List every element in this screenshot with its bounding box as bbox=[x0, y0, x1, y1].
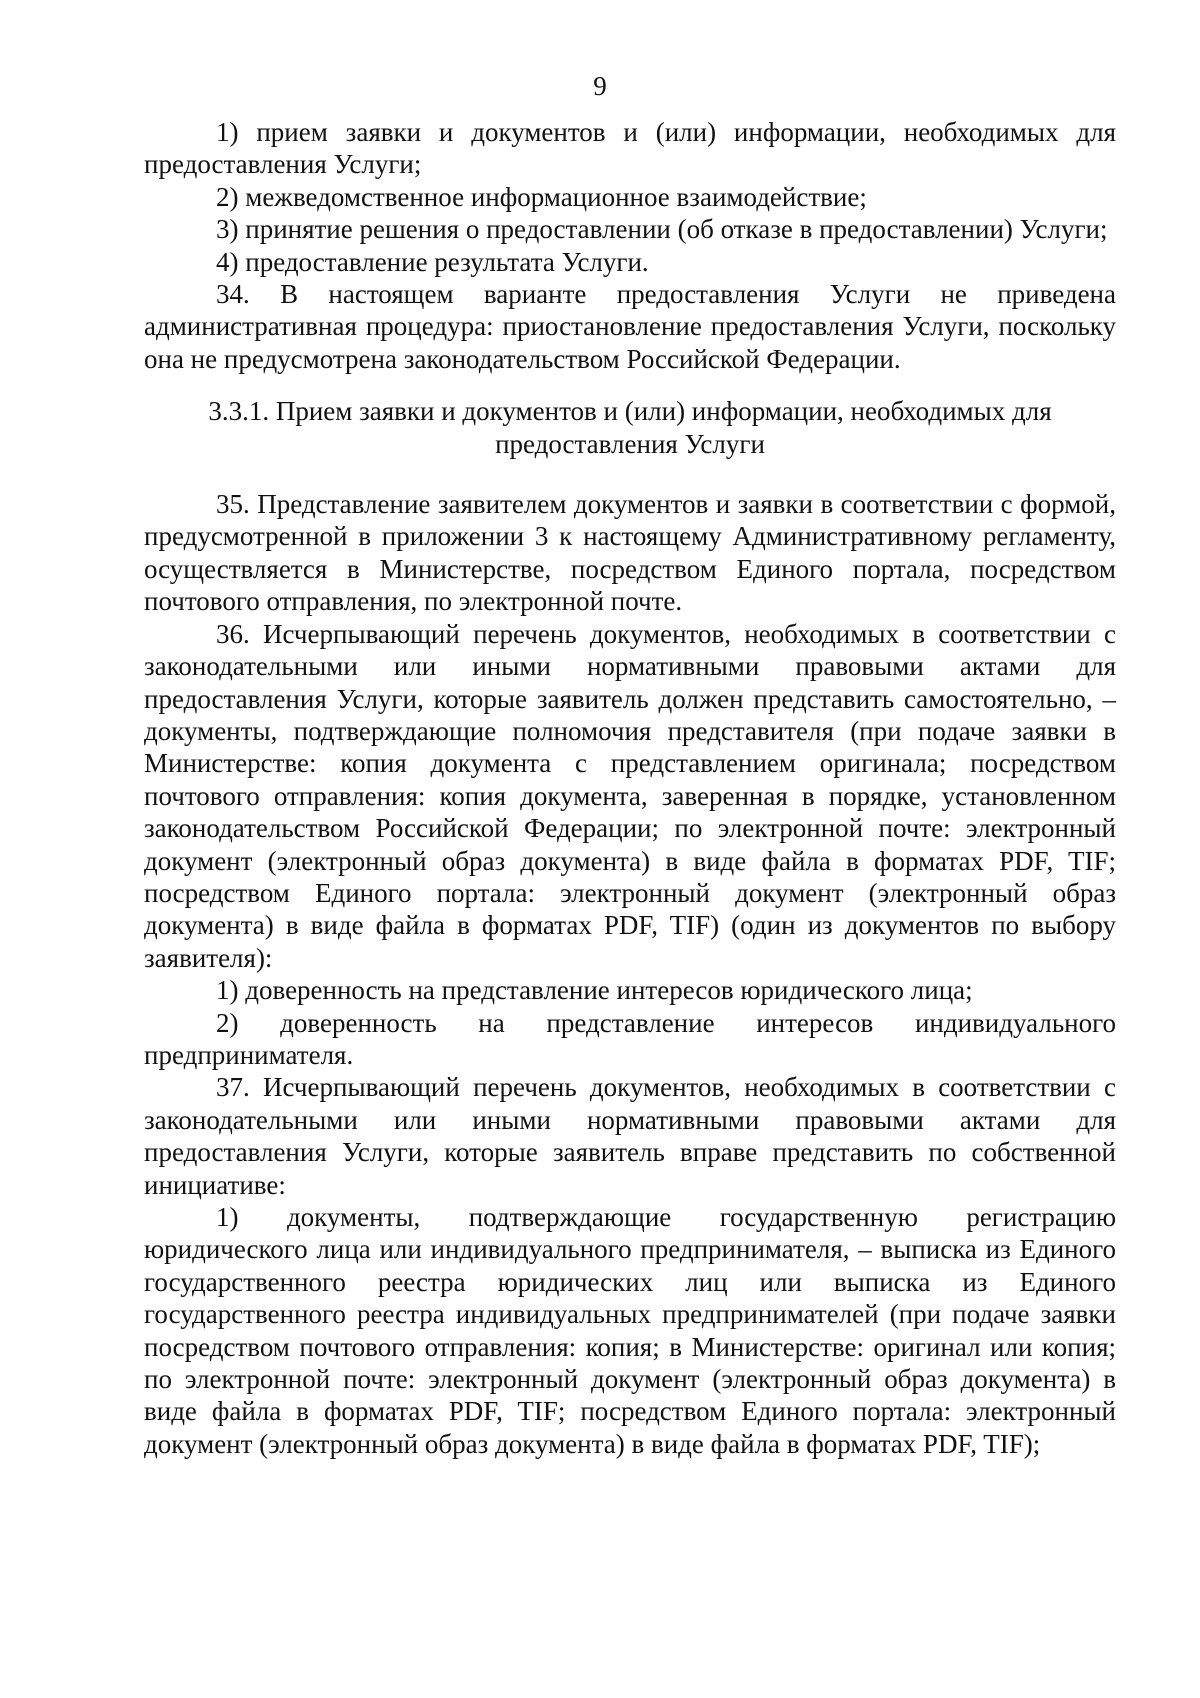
paragraph-35: 35. Представление заявителем документов и заявки в соответствии с формой, предусмотренной в приложении 3 к настоящему Административному регламенту, осуществляется в Министерстве, посредством Единого портала, посредством почтового отправления, по электронной почте. bbox=[144, 489, 1116, 617]
paragraph-36: 36. Исчерпывающий перечень документов, необходимых в соответствии с законодательными или иными нормативными правовыми актами для предоставления Услуги, которые заявитель должен представить самостоятельно, – документы, подтверждающие полномочия представителя (при подаче заявки в Министерстве: копия документа с представлением оригинала; посредством почтового отправления: копия документа, заверенная в порядке, установленном законодательством Российской Федерации; по электронной почте: электронный документ (электронный образ документа) в виде файла в форматах PDF, TIF; посредством Единого портала: электронный документ (электронный образ документа) в виде файла в форматах PDF, TIF) (один из документов по выбору заявителя): bbox=[144, 618, 1116, 973]
paragraph-item-4: 4) предоставление результата Услуги. bbox=[216, 246, 649, 277]
paragraph-item-3: 3) принятие решения о предоставлении (об отказе в предоставлении) Услуги; bbox=[216, 214, 1108, 245]
document-body bbox=[144, 116, 1116, 1460]
paragraph-item-2: 2) межведомственное информационное взаимодействие; bbox=[216, 181, 867, 212]
paragraph-36-item-2: 2) доверенность на представление интересов индивидуального предпринимателя. bbox=[144, 1007, 1116, 1070]
paragraph-37-item-1: 1) документы, подтверждающие государственную регистрацию юридического лица или индивидуального предпринимателя, – выписка из Единого государственного реестра юридических лиц или выписка из Единого государственного реестра индивидуальных предпринимателей (при подаче заявки посредством почтового отправления: копия; в Министерстве: оригинал или копия; по электронной почте: электронный документ (электронный образ документа) в виде файла в форматах PDF, TIF; посредством Единого портала: электронный документ (электронный образ документа) в виде файла в форматах PDF, TIF); bbox=[144, 1202, 1116, 1459]
paragraph-37: 37. Исчерпывающий перечень документов, необходимых в соответствии с законодательными или иными нормативными правовыми актами для предоставления Услуги, которые заявитель вправе представить по собственной инициативе: bbox=[144, 1072, 1116, 1200]
paragraph-36-item-1: 1) доверенность на представление интересов юридического лица; bbox=[216, 975, 973, 1006]
spacer bbox=[144, 375, 1116, 385]
paragraph-item-1: 1) прием заявки и документов и (или) информации, необходимых для предоставления Услуги; bbox=[144, 117, 1116, 180]
section-heading: 3.3.1. Прием заявки и документов и (или) информации, необходимых для предоставления Услуги bbox=[208, 396, 1052, 459]
paragraph-34: 34. В настоящем варианте предоставления Услуги не приведена административная процедура: приостановление предоставления Услуги, поскольку она не предусмотрена законодательством Российской Федерации. bbox=[144, 279, 1116, 374]
page-number: 9 bbox=[593, 71, 607, 101]
